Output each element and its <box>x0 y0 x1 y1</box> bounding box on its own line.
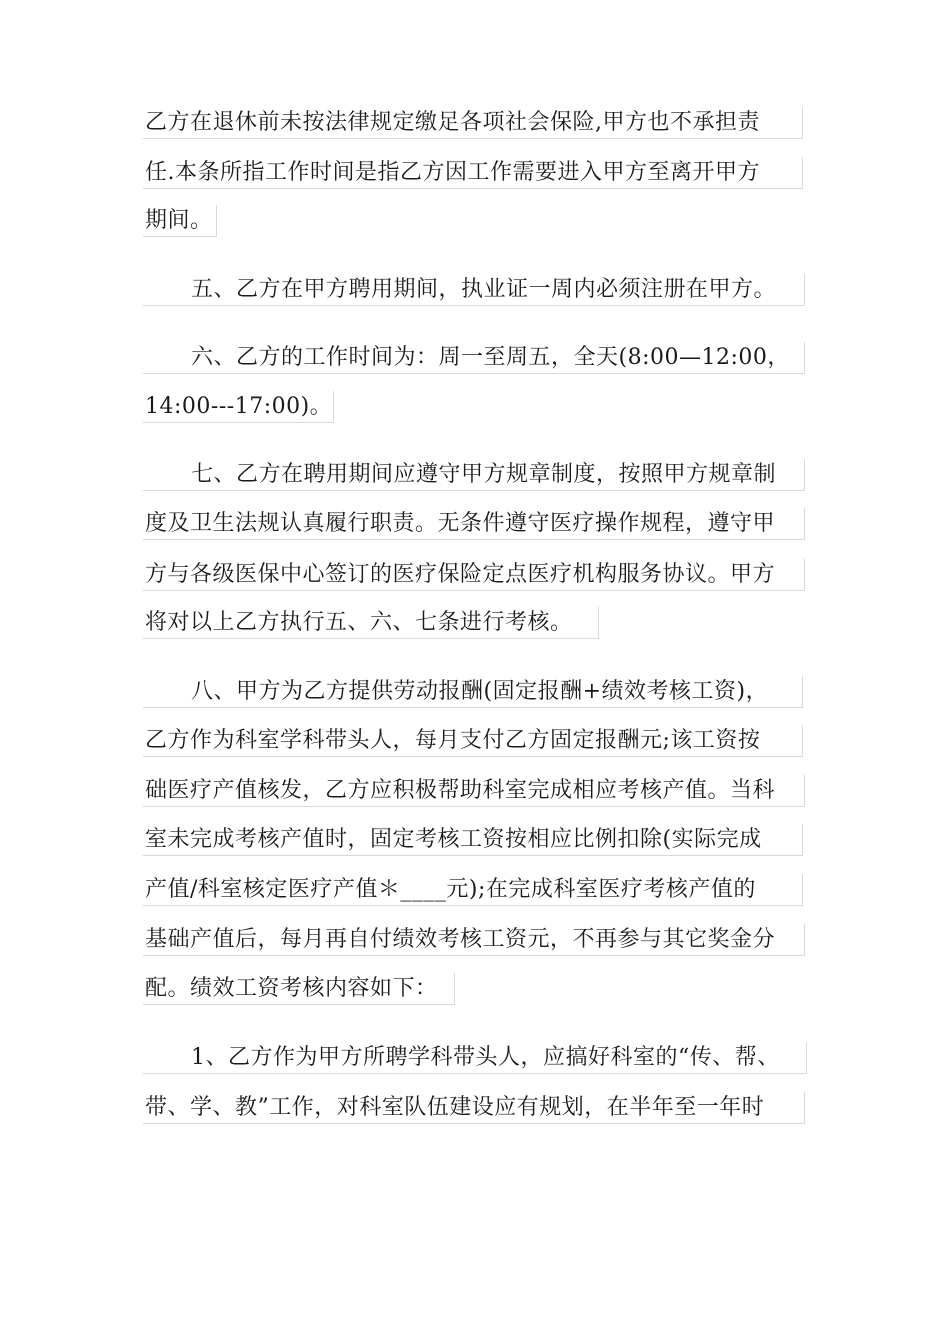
clause-seven: 七、乙方在聘用期间应遵守甲方规章制度，按照甲方规章制 <box>143 459 805 491</box>
text-line: 任.本条所指工作时间是指乙方因工作需要进入甲方至离开甲方 <box>143 157 803 189</box>
text-line: 配。绩效工资考核内容如下： <box>143 973 455 1005</box>
text-line: 乙方作为科室学科带头人，每月支付乙方固定报酬元;该工资按 <box>143 725 803 757</box>
item-one: 1、乙方作为甲方所聘学科带头人，应搞好科室的“传、帮、 <box>143 1042 807 1074</box>
clause-five: 五、乙方在甲方聘用期间，执业证一周内必须注册在甲方。 <box>143 274 805 306</box>
text-line: 室未完成考核产值时，固定考核工资按相应比例扣除(实际完成 <box>143 824 803 856</box>
text-line: 基础产值后，每月再自付绩效考核工资元，不再参与其它奖金分 <box>143 924 805 956</box>
text-line: 础医疗产值核发，乙方应积极帮助科室完成相应考核产值。当科 <box>143 775 805 807</box>
clause-eight: 八、甲方为乙方提供劳动报酬(固定报酬+绩效考核工资)， <box>143 676 803 708</box>
text-line: 产值/科室核定医疗产值＊____元);在完成科室医疗考核产值的 <box>143 874 803 906</box>
text-line: 将对以上乙方执行五、六、七条进行考核。 <box>143 607 599 639</box>
clause-six: 六、乙方的工作时间为：周一至周五，全天(8:00—12:00， <box>143 342 805 374</box>
text-line: 乙方在退休前未按法律规定缴足各项社会保险,甲方也不承担责 <box>143 107 803 139</box>
text-line: 带、学、教”工作，对科室队伍建设应有规划，在半年至一年时 <box>143 1092 805 1124</box>
text-line: 度及卫生法规认真履行职责。无条件遵守医疗操作规程，遵守甲 <box>143 508 805 540</box>
text-line: 14:00---17:00)。 <box>143 391 334 423</box>
text-line: 方与各级医保中心签订的医疗保险定点医疗机构服务协议。甲方 <box>143 559 805 591</box>
text-line: 期间。 <box>143 205 217 237</box>
